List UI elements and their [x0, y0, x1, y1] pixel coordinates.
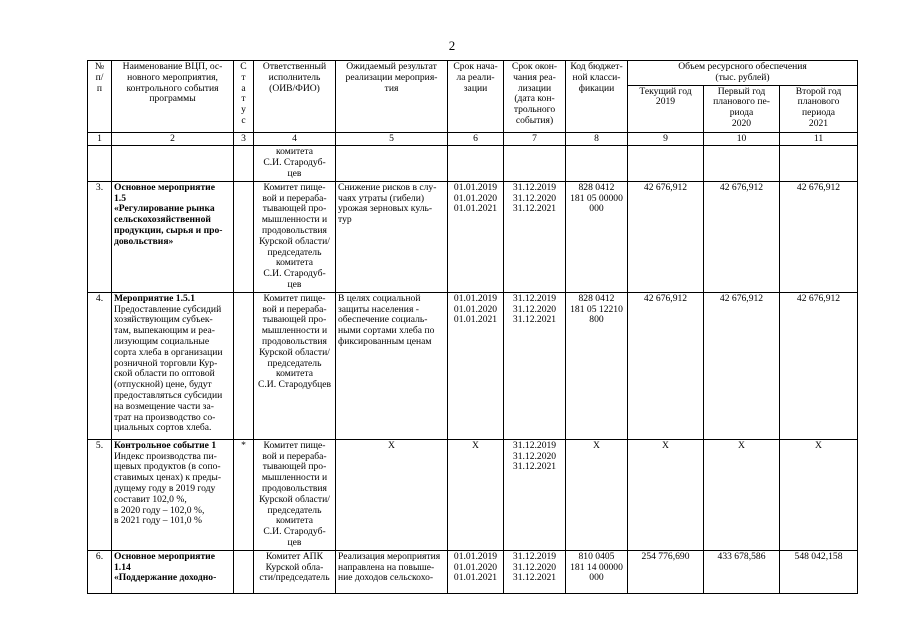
text-line: ставимых ценах) к преды- — [114, 472, 222, 484]
text-line: председатель — [267, 357, 322, 369]
table-row-6 — [88, 550, 858, 593]
column-numbers-row — [88, 132, 858, 146]
text-line: Ответственный — [262, 61, 327, 72]
text-line: мышленности и — [261, 214, 328, 226]
executor-cell — [254, 146, 336, 181]
text-line: Курской обла- — [265, 561, 324, 573]
text-line: Код бюджет- — [570, 61, 623, 72]
budget-code-cell: Х — [566, 439, 628, 550]
text-line: риода — [729, 107, 754, 119]
budget-code-cell — [566, 181, 628, 292]
table-row-4 — [88, 292, 858, 439]
amount-2020: 433 678,586 — [704, 550, 780, 593]
text-line: щевых продуктов (в сопо- — [114, 461, 221, 473]
text-line: трольного — [513, 104, 556, 116]
text-line: т — [241, 71, 246, 83]
text-line: Реализация мероприятия — [338, 550, 441, 562]
status-cell: * — [234, 439, 254, 550]
header-row-1 — [88, 61, 858, 86]
header-num — [88, 61, 112, 133]
text-line: 31.12.2020 — [512, 303, 557, 315]
text-line: (дата кон- — [514, 93, 555, 105]
text-line: трат на производство со- — [114, 411, 216, 423]
text-line: тывающей про- — [262, 203, 327, 215]
text-line: 31.12.2020 — [512, 450, 557, 462]
text-line: председатель — [267, 504, 322, 516]
end-date-cell — [504, 292, 566, 439]
event-name-bold: Мероприятие 1.5.1 — [114, 292, 195, 304]
text-line: 31.12.2019 — [512, 439, 557, 451]
amount-2021: Х — [780, 439, 858, 550]
text-line: реализации мероприя- — [345, 71, 438, 83]
col-number: 10 — [704, 132, 780, 146]
text-line: «Поддержание доходно- — [114, 572, 217, 584]
text-line: тур — [338, 214, 352, 226]
text-line: 01.01.2020 — [453, 561, 498, 573]
text-line: направлена на повыше- — [338, 561, 435, 573]
text-line: вой и перераба- — [262, 450, 327, 462]
executor-cell — [254, 550, 336, 593]
text-line: Объем ресурсного обеспечения — [678, 61, 807, 72]
header-status — [234, 61, 254, 133]
text-line: довольствия» — [114, 235, 174, 247]
text-line: тывающей про- — [262, 461, 327, 473]
text-line: исполнитель — [268, 71, 321, 83]
text-line: 31.12.2020 — [512, 561, 557, 573]
col-number: 2 — [112, 132, 234, 146]
amount-2019: Х — [628, 439, 704, 550]
text-line: новного мероприятия, — [127, 71, 218, 83]
text-line: № — [94, 61, 105, 72]
result-cell — [336, 292, 448, 439]
text-line: 01.01.2020 — [453, 303, 498, 315]
text-line: мышленности и — [261, 325, 328, 337]
start-date-cell — [448, 550, 504, 593]
text-line: Комитет пище- — [263, 181, 326, 193]
text-line: Снижение рисков в слу- — [338, 181, 437, 193]
text-line: п/ — [95, 71, 104, 83]
text-line: С.И. Стародуб- — [263, 526, 326, 538]
amount-2020: 42 676,912 — [704, 292, 780, 439]
budget-code-cell — [566, 550, 628, 593]
text-line: Курской области/ — [259, 493, 330, 505]
text-line: лизации — [517, 82, 552, 94]
text-line: С.И. Стародуб- — [263, 157, 326, 169]
text-line: Срок нача- — [453, 61, 498, 72]
text-line: Комитет пище- — [263, 292, 326, 304]
text-line: Наименование ВЦП, ос- — [122, 61, 223, 72]
col-number: 5 — [336, 132, 448, 146]
row-number: 5. — [88, 439, 112, 550]
result-cell — [336, 550, 448, 593]
header-y2020 — [704, 85, 780, 132]
executor-cell — [254, 439, 336, 550]
event-name — [112, 292, 234, 439]
text-line: предоставляться субсидии — [114, 389, 223, 401]
col-number: 8 — [566, 132, 628, 146]
event-name-bold: Контрольное событие 1 — [114, 439, 217, 451]
start-date-cell — [448, 292, 504, 439]
row-number: 6. — [88, 550, 112, 593]
text-line: комитета — [275, 368, 313, 380]
text-line: программы — [149, 93, 196, 105]
text-line: 000 — [589, 203, 604, 215]
text-line: события) — [515, 114, 554, 126]
text-line: а — [241, 82, 246, 94]
text-line: 01.01.2021 — [453, 572, 498, 584]
text-line: комитета — [275, 146, 313, 158]
col-number: 7 — [504, 132, 566, 146]
col-number: 11 — [780, 132, 858, 146]
text-line: зации — [463, 82, 488, 94]
header-y2019 — [628, 85, 704, 132]
amount-2020: Х — [704, 439, 780, 550]
text-line: 01.01.2020 — [453, 192, 498, 204]
text-line: 2020 — [731, 117, 752, 129]
text-line: Индекс производства пи- — [114, 450, 217, 462]
text-line: розничной торговли Кур- — [114, 357, 218, 369]
amount-2019: 42 676,912 — [628, 292, 704, 439]
text-line: чания реа- — [513, 71, 556, 83]
end-date-cell — [504, 181, 566, 292]
result-cell — [336, 181, 448, 292]
text-line: Ожидаемый результат — [346, 61, 437, 72]
text-line: Комитет пище- — [263, 439, 326, 451]
text-line: (тыс. рублей) — [715, 71, 770, 83]
text-line: 31.12.2020 — [512, 192, 557, 204]
text-line: циальных сортов хлеба. — [114, 422, 212, 434]
event-name — [112, 550, 234, 593]
end-date-cell — [504, 550, 566, 593]
text-line: ла реали- — [456, 71, 495, 83]
program-table — [87, 60, 858, 594]
text-line: Комитет АПК — [265, 550, 324, 562]
header-name — [112, 61, 234, 133]
text-line: Основное мероприятие — [114, 181, 215, 193]
text-line: планового — [797, 96, 840, 108]
text-line: цев — [287, 278, 302, 290]
event-name — [112, 181, 234, 292]
table-row-3 — [88, 181, 858, 292]
text-line: тывающей про- — [262, 314, 327, 326]
header-end — [504, 61, 566, 133]
text-line: ской области по оптовой — [114, 368, 215, 380]
text-line: Первый год — [717, 85, 766, 97]
header-executor — [254, 61, 336, 133]
text-line: контрольного события — [126, 82, 219, 94]
header-code — [566, 61, 628, 133]
text-line: 000 — [589, 572, 604, 584]
text-line: 01.01.2021 — [453, 314, 498, 326]
text-line: Текущий год — [639, 85, 692, 97]
text-line: (ОИВ/ФИО) — [269, 82, 320, 94]
executor-cell — [254, 292, 336, 439]
start-date-cell — [448, 181, 504, 292]
amount-2020: 42 676,912 — [704, 181, 780, 292]
text-line: мышленности и — [261, 472, 328, 484]
text-line: Курской области/ — [259, 346, 330, 358]
executor-cell — [254, 181, 336, 292]
amount-2019: 254 776,690 — [628, 550, 704, 593]
text-line: фикации — [578, 82, 615, 94]
text-line: п — [96, 82, 103, 94]
col-number: 4 — [254, 132, 336, 146]
col-number: 6 — [448, 132, 504, 146]
amount-2021: 548 042,158 — [780, 550, 858, 593]
text-line: 31.12.2019 — [512, 181, 557, 193]
row-number: 3. — [88, 181, 112, 292]
text-line: 1.5 — [114, 192, 126, 204]
text-line: составит 102,0 %, — [114, 493, 187, 505]
text-line: 181 05 00000 — [570, 192, 623, 204]
text-line: вой и перераба- — [262, 303, 327, 315]
text-line: 01.01.2019 — [453, 181, 498, 193]
text-line: сельскохозяйственной — [114, 214, 211, 226]
text-line: 1.14 — [114, 561, 131, 573]
header-start — [448, 61, 504, 133]
text-line: 31.12.2021 — [512, 572, 557, 584]
header-result — [336, 61, 448, 133]
text-line: 181 14 00000 — [570, 561, 623, 573]
col-number: 1 — [88, 132, 112, 146]
event-description — [114, 305, 231, 435]
text-line: Срок окон- — [511, 61, 558, 72]
text-line: в 2020 году – 102,0 %, — [114, 504, 205, 516]
text-line: продовольствия — [262, 224, 327, 236]
text-line: комитета — [275, 515, 313, 527]
text-line: т — [241, 93, 246, 105]
text-line: чаях утраты (гибели) — [338, 192, 425, 204]
text-line: в 2021 году – 101,0 % — [114, 515, 202, 527]
text-line: сорта хлеба в организации — [114, 346, 223, 358]
text-line: фиксированным ценам — [338, 335, 432, 347]
text-line: обеспечение социаль- — [338, 314, 428, 326]
text-line: сти/председатель — [259, 572, 330, 584]
text-line: 828 0412 — [578, 292, 615, 304]
text-line: 31.12.2021 — [512, 461, 557, 473]
text-line: С — [240, 61, 247, 72]
text-line: Курской области/ — [259, 235, 330, 247]
text-line: В целях социальной — [338, 292, 421, 304]
text-line: 01.01.2019 — [453, 292, 498, 304]
text-line: планового пе- — [713, 96, 770, 108]
text-line: 2021 — [808, 117, 829, 129]
text-line: цев — [287, 536, 302, 548]
start-date-cell: Х — [448, 439, 504, 550]
text-line: продовольствия — [262, 482, 327, 494]
text-line: лизующим социальные — [114, 335, 210, 347]
text-line: с — [241, 114, 246, 126]
table-row-5 — [88, 439, 858, 550]
text-line: председатель — [267, 246, 322, 258]
header-y2021 — [780, 85, 858, 132]
amount-2021: 42 676,912 — [780, 292, 858, 439]
text-line: Второй год — [795, 85, 842, 97]
col-number: 9 — [628, 132, 704, 146]
col-number: 3 — [234, 132, 254, 146]
row-number: 4. — [88, 292, 112, 439]
event-name — [112, 439, 234, 550]
text-line: защиты населения - — [338, 303, 419, 315]
budget-code-cell — [566, 292, 628, 439]
text-line: С.И. Стародуб- — [263, 268, 326, 280]
text-line: ние доходов сельскохо- — [338, 572, 434, 584]
text-line: 2019 — [655, 96, 676, 108]
amount-2021: 42 676,912 — [780, 181, 858, 292]
text-line: на возмещение части за- — [114, 400, 214, 412]
text-line: у — [241, 104, 246, 116]
text-line: цев — [287, 167, 302, 179]
text-line: 828 0412 — [578, 181, 615, 193]
text-line: урожая зерновых куль- — [338, 203, 433, 215]
end-date-cell — [504, 439, 566, 550]
text-line: Предоставление субсидий — [114, 303, 222, 315]
text-line: 01.01.2021 — [453, 203, 498, 215]
header-resources — [628, 61, 858, 86]
text-line: периода — [802, 107, 835, 119]
text-line: дущему году в 2019 году — [114, 482, 216, 494]
page-number: 2 — [448, 38, 456, 53]
text-line: вой и перераба- — [262, 192, 327, 204]
text-line: 31.12.2021 — [512, 203, 557, 215]
text-line: тия — [384, 82, 399, 94]
text-line: там, выпекающим и реа- — [114, 325, 215, 337]
text-line: комитета — [275, 257, 313, 269]
text-line: (отпускной) цене, будут — [114, 379, 212, 391]
text-line: 01.01.2019 — [453, 550, 498, 562]
text-line: 31.12.2021 — [512, 314, 557, 326]
text-line: 31.12.2019 — [512, 550, 557, 562]
amount-2019: 42 676,912 — [628, 181, 704, 292]
text-line: продовольствия — [262, 335, 327, 347]
text-line: ными сортами хлеба по — [338, 325, 435, 337]
text-line: Основное мероприятие — [114, 550, 215, 562]
table-row-continuation — [88, 146, 858, 181]
text-line: 810 0405 — [578, 550, 615, 562]
text-line: 31.12.2019 — [512, 292, 557, 304]
text-line: ной класси- — [572, 71, 621, 83]
text-line: 800 — [589, 314, 604, 326]
text-line: хозяйствующим субъек- — [114, 314, 213, 326]
text-line: продукции, сырья и про- — [114, 224, 223, 236]
event-description — [114, 452, 231, 528]
result-cell: Х — [336, 439, 448, 550]
text-line: С.И. Стародубцев — [257, 379, 332, 391]
text-line: «Регулирование рынка — [114, 203, 215, 215]
text-line: 181 05 12210 — [570, 303, 623, 315]
